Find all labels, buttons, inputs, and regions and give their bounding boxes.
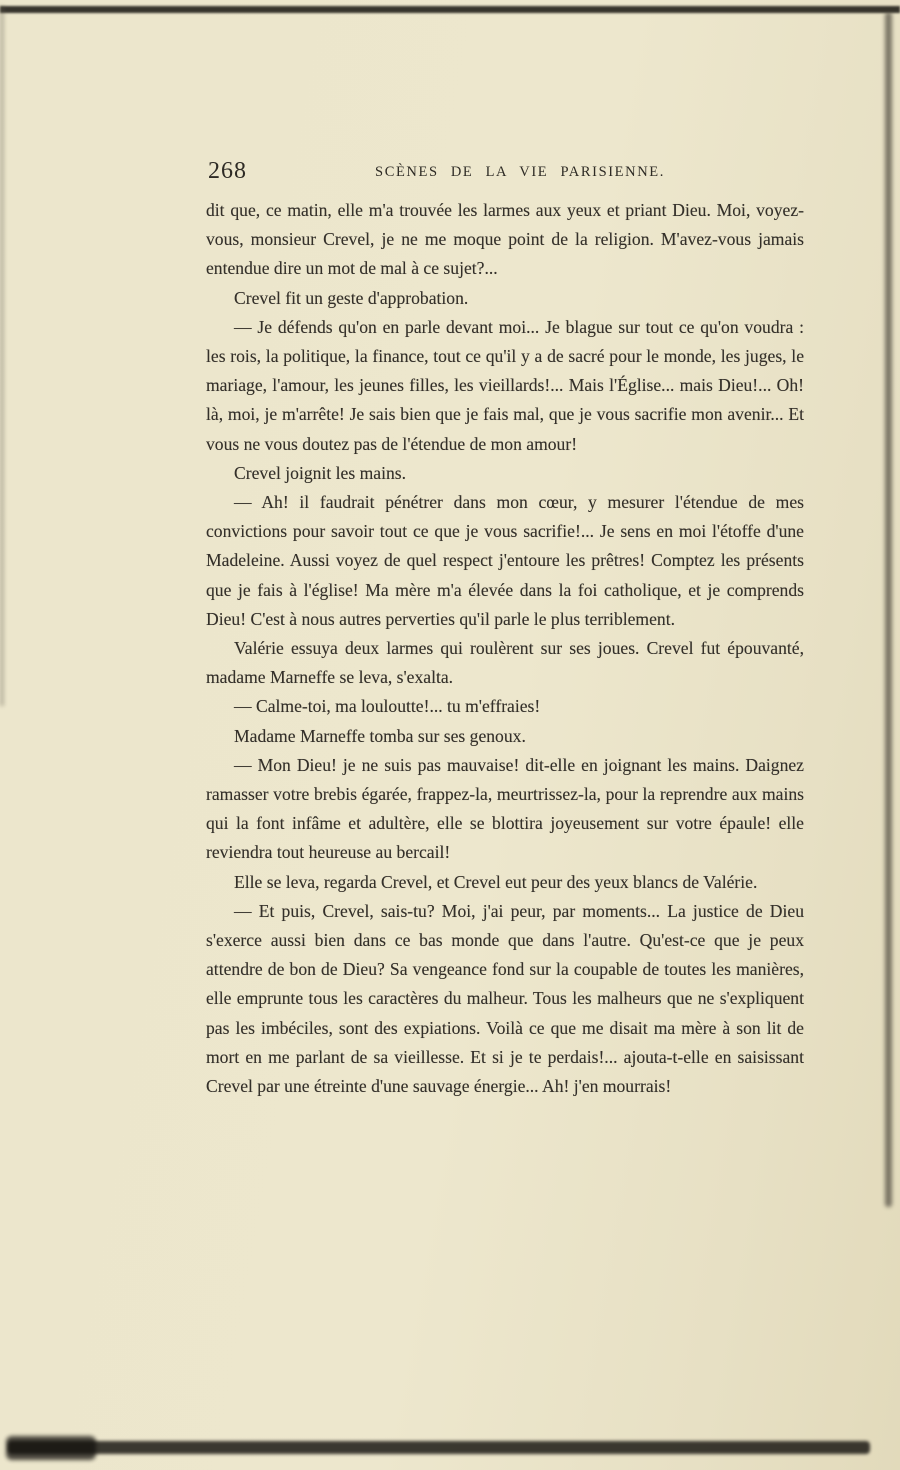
page-header (206, 156, 804, 190)
paragraph: — Calme-toi, ma louloutte!... tu m'effraies! (234, 696, 541, 717)
running-title: SCÈNES DE LA VIE PARISIENNE. (375, 164, 665, 180)
paragraph: — Je défends qu'on en parle devant moi... Je blague sur tout ce qu'on voudra : les rois, la politique, la finance, tout ce qu'il y a de sacré pour le monde, les juges, le mariage, l'amour, les jeunes filles, les vieillards!... Mais l'Église... mais Dieu!... Oh! là, moi, je m'arrête! Je sais bien que je fais mal, que je vous sacrifie mon avenir... Et vous ne vous doutez pas de l'étendue de mon amour! (206, 316, 804, 454)
paragraph: — Et puis, Crevel, sais-tu? Moi, j'ai peur, par moments... La justice de Dieu s'exerce aussi bien dans ce bas monde que dans l'autre. Qu'est-ce que je peux attendre de bon de Dieu? Sa vengeance fond sur la coupable de toutes les manières, elle emprunte tous les caractères du malheur. Tous les malheurs que ne s'expliquent pas les imbéciles, sont des expiations. Voilà ce que me disait ma mère à son lit de mort en me parlant de sa vieillesse. Et si je te perdais!... ajouta-t-elle en saisissant Crevel par une étreinte d'une sauvage énergie... Ah! j'en mourrais! (206, 900, 804, 1097)
page-number: 268 (208, 158, 247, 184)
paragraph: — Mon Dieu! je ne suis pas mauvaise! dit-elle en joignant les mains. Daignez ramasser votre brebis égarée, frappez-la, meurtrissez-la, pour la reprendre aux mains qui la font infâme et adultère, elle se blottira joyeusement sur votre épaule! elle reviendra tout heureuse au bercail! (206, 754, 804, 863)
scan-edge-left (0, 6, 4, 706)
paragraph-continuation: dit que, ce matin, elle m'a trouvée les larmes aux yeux et priant Dieu. Moi, voyez-vous, monsieur Crevel, je ne me moque point de la religion. M'avez-vous jamais entendue dire un mot de mal à ce sujet?... (206, 200, 804, 279)
scan-edge-top (0, 6, 900, 13)
scan-edge-bottom (8, 1441, 870, 1454)
paragraph: Madame Marneffe tomba sur ses genoux. (234, 725, 526, 746)
paragraph: Crevel joignit les mains. (234, 462, 407, 483)
paragraph: Elle se leva, regarda Crevel, et Crevel eut peur des yeux blancs de Valérie. (234, 871, 758, 892)
paragraph: Valérie essuya deux larmes qui roulèrent sur ses joues. Crevel fut épouvanté, madame Marneffe se leva, s'exalta. (206, 638, 804, 688)
text-block (206, 196, 804, 1101)
paragraph: Crevel fit un geste d'approbation. (234, 287, 469, 308)
paragraph: — Ah! il faudrait pénétrer dans mon cœur, y mesurer l'étendue de mes convictions pour savoir tout ce que je vous sacrifie!... Je sens en moi l'étoffe d'une Madeleine. Aussi voyez de quel respect j'entoure les prêtres! Comptez les présents que je fais à l'église! Ma mère m'a élevée dans la foi catholique, et je comprends Dieu! C'est à nous autres perverties qu'il parle le plus terriblement. (206, 492, 804, 629)
scan-edge-right (885, 12, 892, 1207)
scan-edge-bottom-left (6, 1436, 96, 1460)
